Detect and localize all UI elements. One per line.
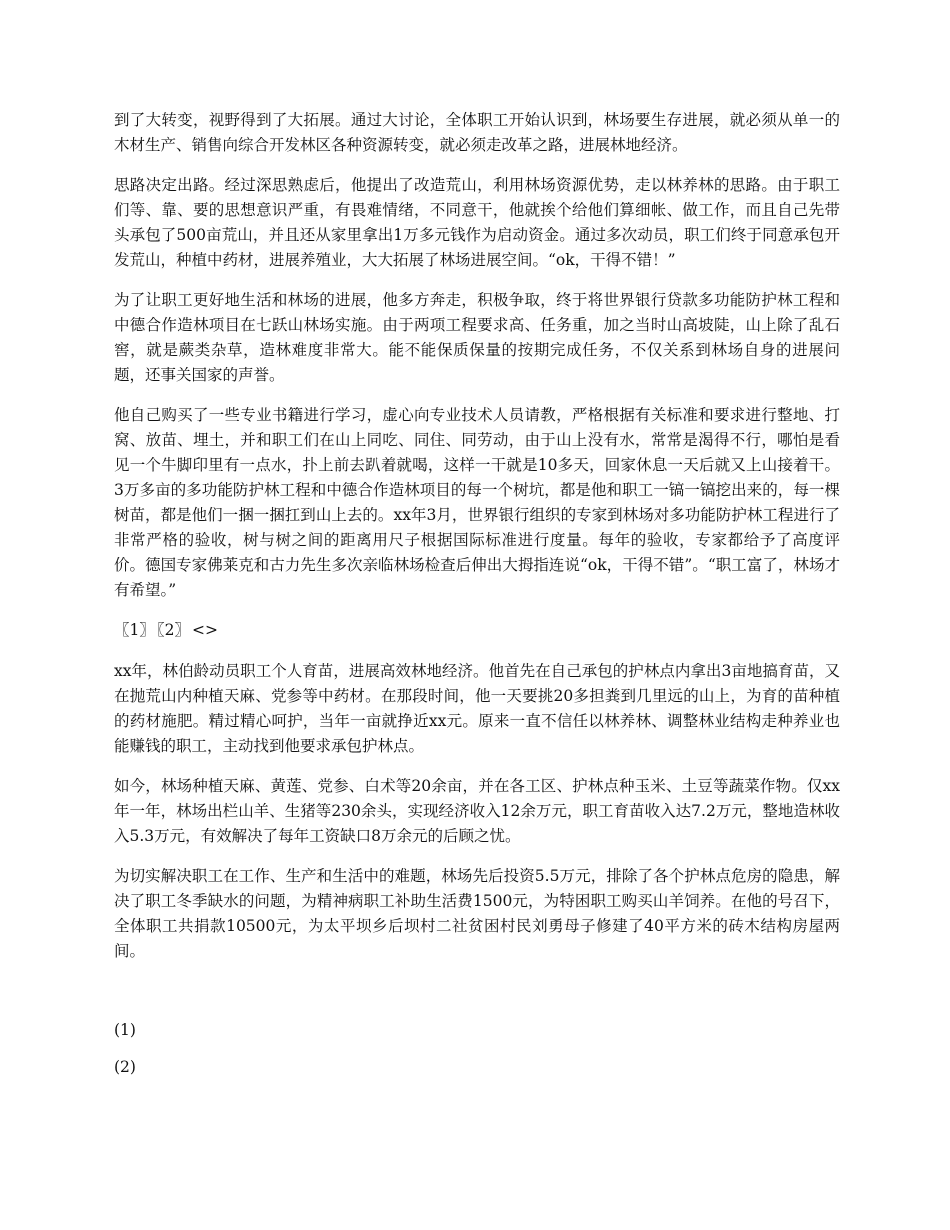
footnotes [114, 1018, 840, 1092]
paragraph-2: 思路决定出路。经过深思熟虑后，他提出了改造荒山，利用林场资源优势，走以林养林的思路。由于职工们等、靠、要的思想意识严重，有畏难情绪，不同意干，他就挨个给他们算细帐、做工作，而且自己先带头承包了500亩荒山，并且还从家里拿出1万多元钱作为启动资金。通过多次动员，职工们终于同意承包开发荒山，种植中药材，进展养殖业，大大拓展了林场进展空间。“ok，干得不错！” [114, 176, 840, 269]
paragraph-6: 如今，林场种植天麻、黄莲、党参、白术等20余亩，并在各工区、护林点种玉米、土豆等蔬菜作物。仅xx年一年，林场出栏山羊、生猪等230余头，实现经济收入12余万元，职工育苗收入达7.2万元，整地造林收入5.3万元，有效解决了每年工资缺口8万余元的后顾之忧。 [114, 777, 840, 845]
paragraph-7: 为切实解决职工在工作、生产和生活中的难题，林场先后投资5.5万元，排除了各个护林点危房的隐患，解决了职工冬季缺水的问题，为精神病职工补助生活费1500元，为特困职工购买山羊饲养。在他的号召下，全体职工共捐款10500元，为太平坝乡后坝村二社贫困村民刘勇母子修建了40平方米的砖木结构房屋两间。 [114, 867, 840, 960]
page-arrows[interactable]: <> [192, 621, 218, 639]
paragraph-3: 为了让职工更好地生活和林场的进展，他多方奔走，积极争取，终于将世界银行贷款多功能防护林工程和中德合作造林项目在七跃山林场实施。由于两项工程要求高、任务重，加之当时山高坡陡，山上除了乱石窖，就是蕨类杂草，造林难度非常大。能不能保质保量的按期完成任务，不仅关系到林场自身的进展问题，还事关国家的声誉。 [114, 291, 840, 384]
pagination [114, 618, 840, 643]
footnote-1: (1) [114, 1021, 136, 1039]
footnote-2: (2) [114, 1058, 136, 1076]
paragraph-1: 到了大转变，视野得到了大拓展。通过大讨论，全体职工开始认识到，林场要生存进展，就必须从单一的木材生产、销售向综合开发林区各种资源转变，就必须走改革之路，进展林地经济。 [114, 111, 840, 154]
page-link-1[interactable]: 〖1〗 [114, 621, 155, 639]
page-link-2[interactable]: 〖2〗 [156, 621, 190, 639]
paragraph-4: 他自己购买了一些专业书籍进行学习，虚心向专业技术人员请教，严格根据有关标准和要求进行整地、打窝、放苗、埋土，并和职工们在山上同吃、同住、同劳动，由于山上没有水，常常是渴得不行，哪怕是看见一个牛脚印里有一点水，扑上前去趴着就喝，这样一干就是10多天，回家休息一天后就又上山接着干。3万多亩的多功能防护林工程和中德合作造林项目的每一个树坑，都是他和职工一镐一镐挖出来的，每一棵树苗，都是他们一捆一捆扛到山上去的。xx年3月，世界银行组织的专家到林场对多功能防护林工程进行了非常严格的验收，树与树之间的距离用尺子根据国际标准进行度量。每年的验收，专家都给予了高度评价。德国专家佛莱克和古力先生多次亲临林场检查后伸出大拇指连说“ok，干得不错”。“职工富了，林场才有希望。” [114, 406, 840, 599]
paragraph-5: xx年，林伯龄动员职工个人育苗，进展高效林地经济。他首先在自己承包的护林点内拿出3亩地搞育苗，又在抛荒山内种植天麻、党参等中药材。在那段时间，他一天要挑20多担粪到几里远的山上，为育的苗种植的药材施肥。精过精心呵护，当年一亩就挣近xx元。原来一直不信任以林养林、调整林业结构走种养业也能赚钱的职工，主动找到他要求承包护林点。 [114, 662, 840, 755]
document-body [114, 108, 840, 979]
